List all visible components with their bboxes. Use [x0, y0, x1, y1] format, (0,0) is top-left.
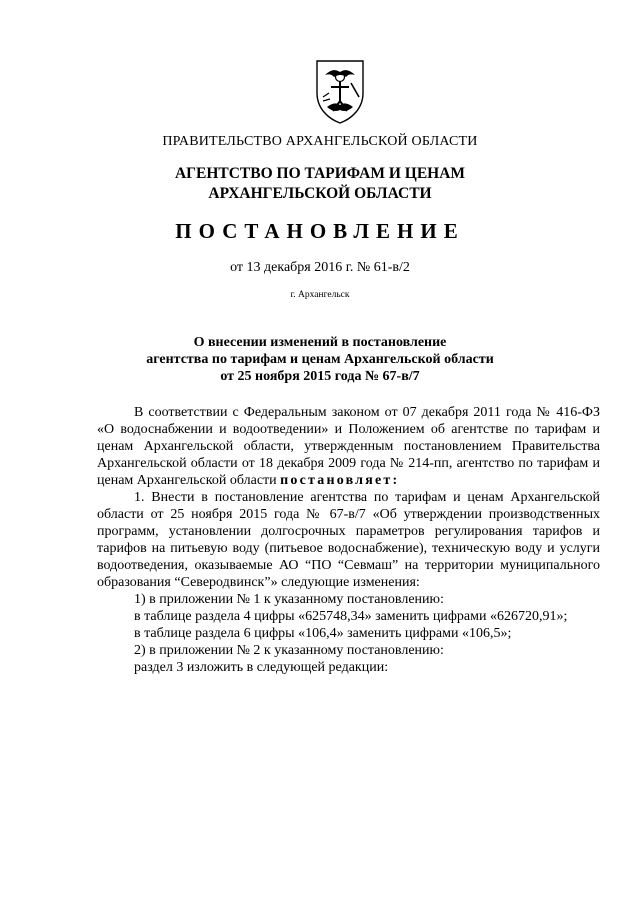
- sub-item-2: 2) в приложении № 2 к указанному постановлению:: [134, 643, 444, 658]
- subject-line2: агентства по тарифам и ценам Архангельской области: [146, 352, 494, 367]
- preamble-paragraph: [97, 404, 600, 489]
- agency-title-line2: АРХАНГЕЛЬСКОЙ ОБЛАСТИ: [208, 185, 432, 202]
- document-city: г. Архангельск: [290, 290, 350, 300]
- sub-item-1-a: в таблице раздела 4 цифры «625748,34» заменить цифрами «626720,91»;: [134, 609, 568, 624]
- agency-title-line1: АГЕНТСТВО ПО ТАРИФАМ И ЦЕНАМ: [174, 165, 466, 182]
- item-1: 1. Внести в постановление агентства по тарифам и ценам Архангельской области от 25 ноября 2015 года № 67-в/7 «Об утверждении производственных программ, установлении долгосрочных параметров регулирования тарифов и тарифов на питьевую воду (питьевое водоснабжение), техническую воду и услуги водоотведения, оказываемые АО “ПО “Севмаш” на территории муниципального образования “Северодвинск”» следующие изменения:: [97, 490, 600, 590]
- sub-item-2-a: раздел 3 изложить в следующей редакции:: [134, 660, 389, 675]
- document-date-number: от 13 декабря 2016 г. № 61-в/2: [230, 260, 410, 275]
- subject-line1: О внесении изменений в постановление: [193, 335, 447, 350]
- document-subject: [0, 334, 640, 385]
- document-body: [97, 404, 600, 676]
- document-type: ПОСТАНОВЛЕНИЕ: [175, 219, 465, 243]
- resolves-keyword: постановляет:: [280, 473, 400, 488]
- agency-title: [0, 164, 640, 204]
- sub-item-1: 1) в приложении № 1 к указанному постановлению:: [134, 592, 444, 607]
- subject-line3: от 25 ноября 2015 года № 67-в/7: [220, 369, 420, 384]
- coat-of-arms-icon: [313, 57, 367, 125]
- preamble-text: В соответствии с Федеральным законом от 07 декабря 2011 года № 416-ФЗ «О водоснабжении и водоотведении» и Положением об агентстве по тарифам и ценам Архангельской области, утвержденным постановлением Правительства Архангельской области от 18 декабря 2009 года № 214-пп, агентство по тарифам и ценам Архангельской области: [97, 405, 600, 488]
- sub-item-1-b: в таблице раздела 6 цифры «106,4» заменить цифрами «106,5»;: [134, 626, 512, 641]
- government-title: ПРАВИТЕЛЬСТВО АРХАНГЕЛЬСКОЙ ОБЛАСТИ: [162, 134, 478, 149]
